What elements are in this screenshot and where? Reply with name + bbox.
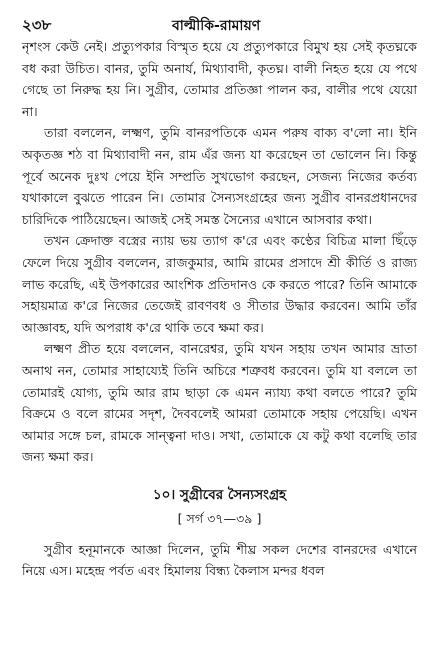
chapter-title: ১০। সুগ্রীবের সৈন্যসংগ্রহ <box>152 486 287 503</box>
running-head: বাল্মীকি-রামায়ণ <box>172 18 261 34</box>
paragraph: লক্ষ্মণ প্রীত হয়ে বললেন, বানরেশ্বর, তুমি যখন সহায় তখন আমার ভ্রাতা অনাথ নন, তোমার সাহায্যেই তিনি অচিরে শত্রুবধ করবেন। তুমি যা বললে তা তোমারই যোগ্য, তুমি আর রাম ছাড়া কে এমন ন্যায্য কথা বলতে পারে? তুমি বিক্রমে ও বলে রামের সদৃশ, দৈববলেই আমরা তোমাকে সহায় পেয়েছি। এখন আমার সঙ্গে চল, রামকে সান্ত্বনা দাও। সখা, তোমাকে যে কটু কথা বলেছি তার জন্য ক্ষমা কর। <box>22 341 417 465</box>
paragraph: নৃশংস কেউ নেই। প্রত্যুপকার বিস্মৃত হয়ে যে প্রত্যুপকারে বিমুখ হয় সেই কৃতঘ্নকে বধ করা উচিত। বানর, তুমি অনার্য, মিথ্যাবাদী, কৃতঘ্ন। বালী নিহত হয়ে যে পথে গেছে তা নিরুদ্ধ হয় নি। সুগ্রীব, তোমার প্রতিজ্ঞা পালন কর, বালীর পথে যেয়ো না। <box>22 39 417 119</box>
page-header <box>22 14 417 36</box>
body-text <box>22 36 417 468</box>
chapter-body <box>22 539 417 582</box>
paragraph: সুগ্রীব হনূমানকে আজ্ঞা দিলেন, তুমি শীঘ্র সকল দেশের বানরদের এখানে নিয়ে এস। মহেন্দ্র পর্বত এবং হিমালয় বিন্ধ্য কৈলাস মন্দর ধবল <box>22 541 417 579</box>
paragraph: তারা বললেন, লক্ষ্মণ, তুমি বানরপতিকে এমন পরুষ বাক্য ব'লো না। ইনি অকৃতজ্ঞ শঠ বা মিথ্যাবাদী নন, রাম এঁর জন্য যা করেছেন তা ভোলেন নি। কিন্তু পূর্বে অনেক দুঃখ পেয়ে ইনি সম্প্রতি সুখভোগ করছেন, সেজন্য নিজের কর্তব্য যথাকালে বুঝতে পারেন নি। তোমার সৈন্যসংগ্রহের জন্য সুগ্রীব বানরপ্রধানদের চারিদিকে পাঠিয়েছেন। আজই সেই সমস্ত সৈন্যের এখানে আসবার কথা। <box>22 125 417 227</box>
page-number: ২৩৮ <box>22 16 52 34</box>
section-reference: [ সর্গ ৩৭—৩৯ ] <box>177 510 262 526</box>
paragraph: তখন ক্রেদাক্ত বস্ত্রের ন্যায় ভয় ত্যাগ ক'রে এবং কণ্ঠের বিচিত্র মালা ছিঁড়ে ফেলে দিয়ে সুগ্রীব বললেন, রাজকুমার, আমি রামের প্রসাদে শ্রী কীর্তি ও রাজ্য লাভ করেছি, এই উপকারের আংশিক প্রতিদানও কে করতে পারে? তিনি আমাকে সহায়মাত্র ক'রে নিজের তেজেই রাবণবধ ও সীতার উদ্ধার করবেন। আমি তাঁর আজ্ঞাবহ, যদি অপরাধ ক'রে থাকি তবে ক্ষমা কর। <box>22 233 417 335</box>
